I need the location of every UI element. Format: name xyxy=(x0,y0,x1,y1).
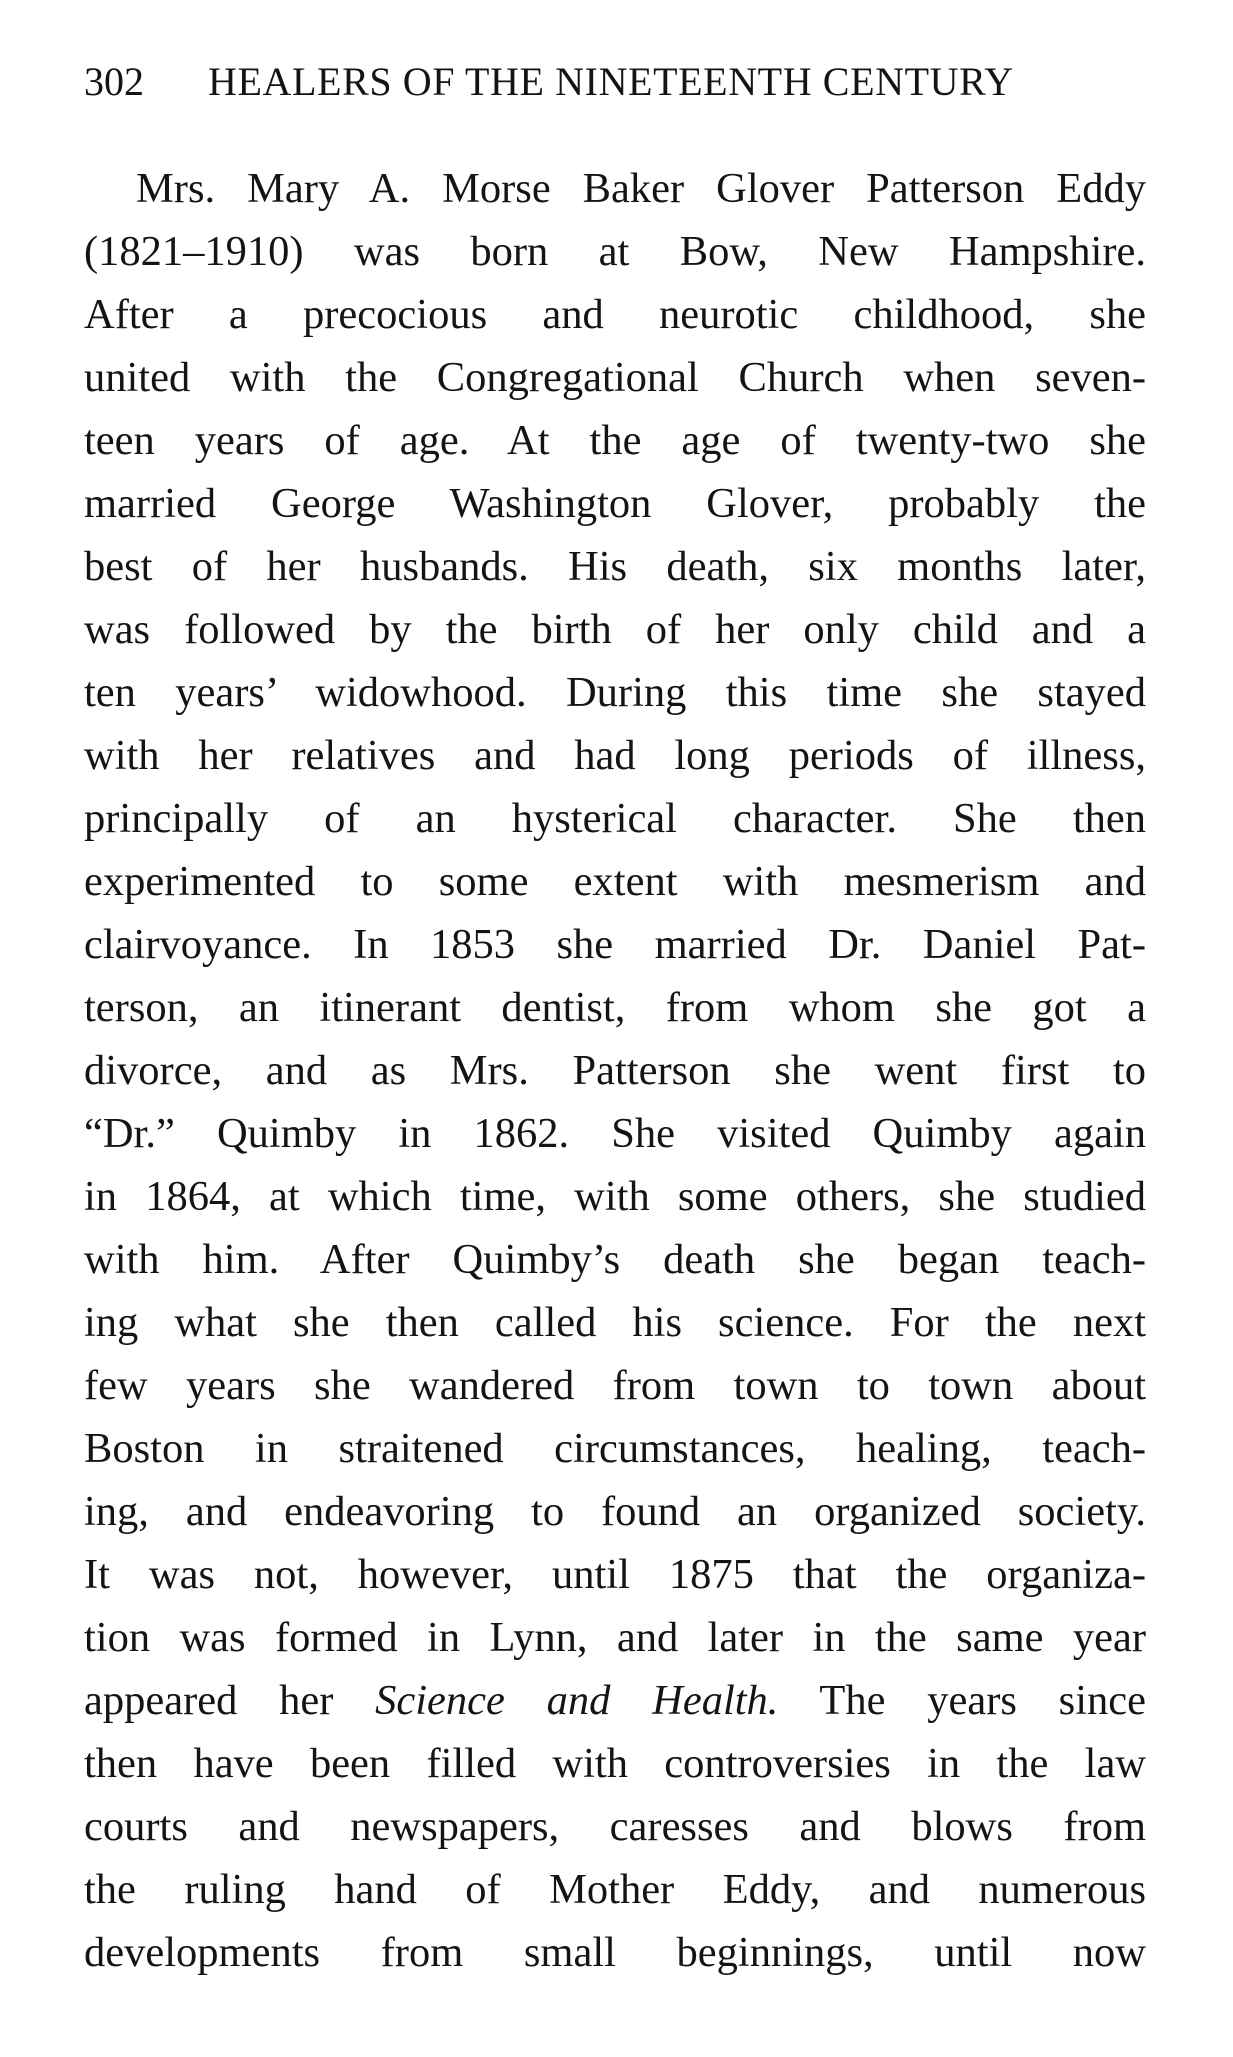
text-line: It was not, however, until 1875 that the organiza- xyxy=(84,1551,1146,1598)
running-title: HEALERS OF THE NINETEENTH CENTURY xyxy=(208,59,1014,104)
text-line: the ruling hand of Mother Eddy, and numerous xyxy=(84,1866,1146,1913)
text-line: tion was formed in Lynn, and later in the same year xyxy=(84,1614,1146,1661)
text-line: Mrs. Mary A. Morse Baker Glover Patterson Eddy xyxy=(136,165,1146,212)
text-line: was followed by the birth of her only child and a xyxy=(84,606,1146,653)
book-title-science-and-health: Science and Health. xyxy=(375,1677,779,1724)
text-line-with-book-title xyxy=(84,1669,1146,1732)
text-line: then have been filled with controversies in the law xyxy=(84,1740,1146,1787)
text-line: ing, and endeavoring to found an organized society. xyxy=(84,1488,1146,1535)
text-line: principally of an hysterical character. She then xyxy=(84,795,1146,842)
text-line: developments from small beginnings, until now xyxy=(84,1929,1146,1976)
body-paragraph xyxy=(84,157,1146,1984)
text-line: united with the Congregational Church when seven- xyxy=(84,354,1146,401)
text-line: Boston in straitened circumstances, healing, teach- xyxy=(84,1425,1146,1472)
text-line: courts and newspapers, caresses and blows from xyxy=(84,1803,1146,1850)
text-line: experimented to some extent with mesmerism and xyxy=(84,858,1146,905)
text-line: ten years’ widowhood. During this time she stayed xyxy=(84,669,1146,716)
text-line: with her relatives and had long periods of illness, xyxy=(84,732,1146,779)
line-text-after-title: The years since xyxy=(778,1677,1146,1724)
text-line: After a precocious and neurotic childhood, she xyxy=(84,291,1146,338)
page-number: 302 xyxy=(84,59,144,104)
text-line: clairvoyance. In 1853 she married Dr. Daniel Pat- xyxy=(84,921,1146,968)
text-line: ing what she then called his science. For the next xyxy=(84,1299,1146,1346)
text-line: “Dr.” Quimby in 1862. She visited Quimby again xyxy=(84,1110,1146,1157)
text-line: teen years of age. At the age of twenty-two she xyxy=(84,417,1146,464)
text-line: (1821–1910) was born at Bow, New Hampshire. xyxy=(84,228,1146,275)
line-text-before-title: appeared her xyxy=(84,1677,376,1724)
text-line: best of her husbands. His death, six months later, xyxy=(84,543,1146,590)
text-line: few years she wandered from town to town about xyxy=(84,1362,1146,1409)
text-line: with him. After Quimby’s death she began teach- xyxy=(84,1236,1146,1283)
text-line: in 1864, at which time, with some others, she studied xyxy=(84,1173,1146,1220)
text-line: terson, an itinerant dentist, from whom she got a xyxy=(84,984,1146,1031)
running-head xyxy=(84,52,1146,112)
text-line: divorce, and as Mrs. Patterson she went first to xyxy=(84,1047,1146,1094)
text-line: married George Washington Glover, probably the xyxy=(84,480,1146,527)
